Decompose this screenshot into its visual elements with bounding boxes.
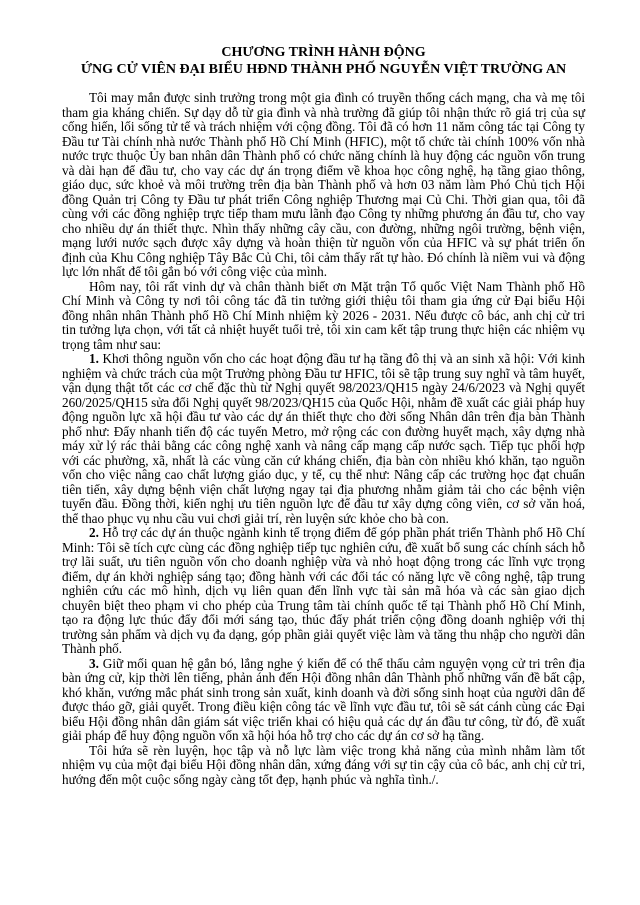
action-item-1 (62, 352, 585, 526)
paragraph-nomination (62, 280, 585, 353)
paragraph-text: Khơi thông nguồn vốn cho các hoạt động đầu tư hạ tầng đô thị và an sinh xã hội: Với kinh nghiệm và chức trách của một Trưởng phòng Đầu tư HFIC, tôi sẽ tập trung suy nghĩ và tâm huyết, vận dụng thật tốt các cơ chế đặc thù từ Nghị quyết 98/2023/QH15 ngày 24/6/2023 và Nghị quyết 260/2025/QH15 sửa đổi Nghị quyết 98/2023/QH15 của Quốc Hội, nhằm đề xuất các giải pháp huy động nguồn lực xã hội đầu tư vào các dự án thiết thực cho đời sống Nhân dân trên địa bàn Thành phố như: Đẩy nhanh tiến độ các tuyến Metro, mở rộng các con đường huyết mạch, xây dựng nhà máy xử lý rác thải bằng các công nghệ xanh và nâng cấp mạng cấp nước sạch. Tiếp tục phối hợp với các phường, xã, nhất là các vùng căn cứ kháng chiến, địa bàn còn nhiều khó khăn, tạo nguồn vốn cho việc nâng cao chất lượng giáo dục, y tế, cụ thể như: Nâng cấp các trường học đạt chuẩn tiên tiến, xây dựng bệnh viện chất lượng ngay tại địa phương nhằm giảm tải cho các bệnh viện tuyến đầu. Đồng thời, kiến nghị ưu tiên nguồn lực để đầu tư xây dựng công viên, cơ sở văn hoá, thể thao phục vụ nhu cầu vui chơi giải trí, rèn luyện sức khỏe cho bà con. (62, 351, 586, 526)
title-line-1: CHƯƠNG TRÌNH HÀNH ĐỘNG (221, 45, 426, 60)
paragraph-text: Tôi may mắn được sinh trưởng trong một gia đình có truyền thống cách mạng, cha và mẹ tôi tham gia kháng chiến. Sự dạy dỗ từ gia đình và nhà trường đã giúp tôi nhận thức rõ giá trị của sự cống hiến, lối sống tử tế và trách nhiệm với cộng đồng. Tôi đã có hơn 11 năm công tác tại Công ty Đầu tư Tài chính nhà nước Thành phố Hồ Chí Minh (HFIC), một tổ chức tài chính 100% vốn nhà nước trực thuộc Ủy ban nhân dân Thành phố có chức năng chính là huy động các nguồn vốn trung và dài hạn để đầu tư, cho vay các dự án trọng điểm về khoa học công nghệ, hạ tầng giao thông, giáo dục, sức khoẻ và môi trường trên địa bàn Thành phố và hơn 03 năm làm Phó Chủ tịch Hội đồng Quản trị Công ty Đầu tư phát triển Công nghiệp Thương mại Củ Chi. Thời gian qua, tôi đã cùng với các đồng nghiệp trực tiếp tham mưu lãnh đạo Công ty những phương án đầu tư, cho vay cho nhiều dự án thiết thực. Nhìn thấy những cây cầu, con đường, những ngôi trường, bệnh viện, mạng lưới nước sạch được xây dựng và hoàn thiện từ nguồn vốn của HFIC và sự phát triển ổn định của Khu Công nghiệp Tây Bắc Củ Chi, tôi cảm thấy rất tự hào. Đó chính là niềm vui và động lực lớn nhất để tôi gắn bó với công việc của mình. (62, 90, 585, 279)
document-body (62, 91, 585, 787)
paragraph-intro (62, 91, 585, 280)
item-number: 1. (89, 351, 99, 366)
action-item-3 (62, 657, 585, 744)
item-number: 3. (89, 655, 99, 671)
paragraph-text: Giữ mối quan hệ gắn bó, lắng nghe ý kiến để có thể thấu cảm nguyện vọng cử tri trên địa bàn ứng cử, kịp thời lên tiếng, phản ánh đến Hội đồng nhân dân Thành phố những vấn đề bất cập, khó khăn, vướng mắc phát sinh trong sản xuất, kinh doanh và đời sống sinh hoạt của người dân để được tháo gỡ, giải quyết. Trong điều kiện công tác về lĩnh vực đầu tư, tôi sẽ sát cánh cùng các Đại biểu Hội đồng nhân dân giám sát việc triển khai có hiệu quả các dự án đầu tư công, từ đó, đề xuất giải pháp để huy động nguồn vốn xã hội hóa hỗ trợ cho các dự án cơ sở hạ tầng. (62, 655, 585, 743)
document-title (62, 44, 585, 78)
action-item-2 (62, 526, 585, 657)
paragraph-text: Hỗ trợ các dự án thuộc ngành kinh tế trọng điểm để góp phần phát triển Thành phố Hồ Chí Minh: Tôi sẽ tích cực cùng các đồng nghiệp tiếp tục nghiên cứu, đề xuất bổ sung các chính sách hỗ trợ lãi suất, ưu tiên nguồn vốn cho doanh nghiệp vừa và nhỏ hoạt động trong các lĩnh vực trọng điểm, dự án khởi nghiệp sáng tạo; đồng hành với các đối tác có năng lực về công nghệ, tập trung nghiên cứu các mô hình, dịch vụ liên quan đến lĩnh vực tài sản mã hóa và các sàn giao dịch chuyên biệt theo phạm vi cho phép của Trung tâm tài chính quốc tế tại Thành phố Hồ Chí Minh, tạo ra động lực thúc đẩy đổi mới sáng tạo, thúc đẩy phát triển cộng đồng doanh nghiệp với thị trường sản phẩm và dịch vụ đa dạng, góp phần giải quyết việc làm và tăng thu nhập cho người dân Thành phố. (62, 525, 585, 656)
paragraph-text: Tôi hứa sẽ rèn luyện, học tập và nỗ lực làm việc trong khả năng của mình nhằm làm tốt nhiệm vụ của một đại biểu Hội đồng nhân dân, xứng đáng với sự tin cậy của cô bác, anh chị cử tri, hướng đến một cuộc sống ngày càng tốt đẹp, hạnh phúc và nghĩa tình./. (62, 742, 585, 787)
item-number: 2. (89, 525, 99, 540)
paragraph-closing (62, 744, 585, 788)
title-line-2: ỨNG CỬ VIÊN ĐẠI BIỂU HĐND THÀNH PHỐ NGUYỄN VIỆT TRƯỜNG AN (80, 62, 567, 77)
paragraph-text: Hôm nay, tôi rất vinh dự và chân thành biết ơn Mặt trận Tổ quốc Việt Nam Thành phố Hồ Chí Minh và Công ty nơi tôi công tác đã tin tưởng giới thiệu tôi tham gia ứng cử Đại biểu Hội đồng nhân nhân Thành phố Hồ Chí Minh nhiệm kỳ 2026 - 2031. Nếu được cô bác, anh chị cử tri tin tưởng lựa chọn, với tất cả nhiệt huyết tuổi trẻ, tôi xin cam kết tập trung thực hiện các nhiệm vụ trọng tâm như sau: (62, 278, 585, 352)
